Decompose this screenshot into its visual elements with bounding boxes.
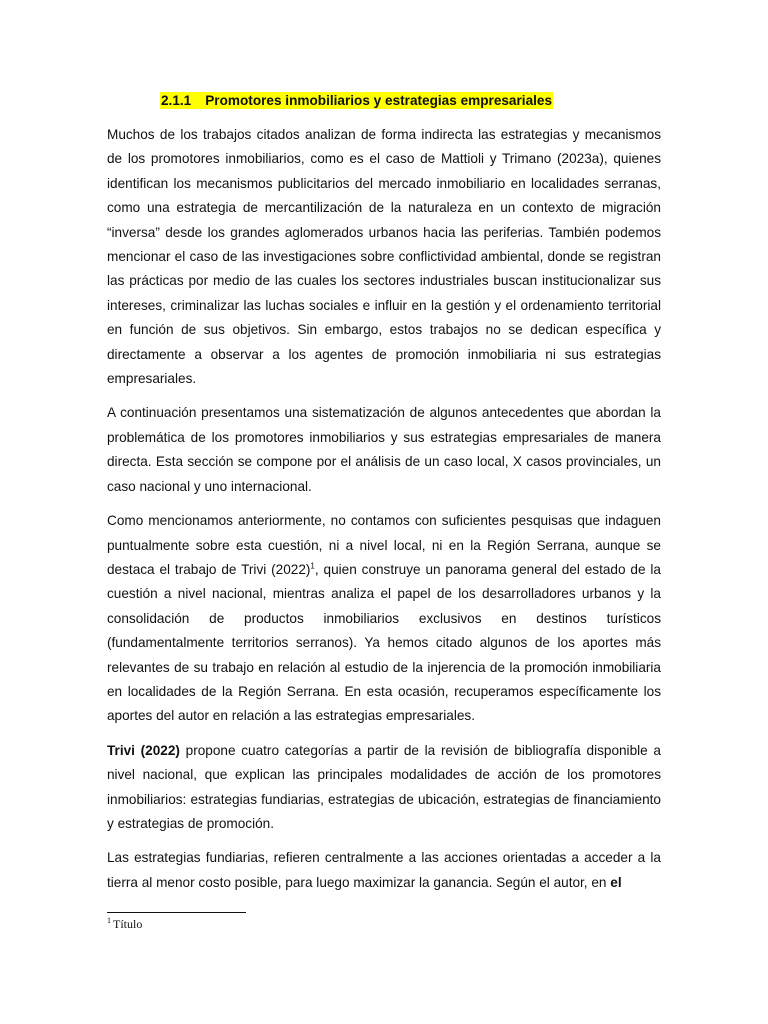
section-heading: [160, 91, 553, 111]
footnote: [107, 916, 142, 932]
section-title: Promotores inmobiliarios y estrategias empresariales: [205, 93, 553, 108]
body-text: [107, 123, 661, 895]
footnote-reference[interactable]: 1: [310, 561, 315, 571]
heading-highlight: [160, 92, 553, 109]
paragraph-5-bold: el: [610, 874, 622, 890]
paragraph-5-text: Las estrategias fundiarias, refieren centralmente a las acciones orientadas a acceder a la tierra al menor costo posible, para luego maximizar la ganancia. Según el autor, en: [107, 850, 661, 890]
paragraph-3-text-start: Como mencionamos anteriormente, no contamos con suficientes pesquisas que indaguen puntualmente sobre esta cuestión, ni a nivel local, ni en la Región Serrana, aunque se destaca el trabajo de Trivi (2022): [107, 513, 661, 577]
footnote-text: Título: [113, 917, 143, 931]
section-number: 2.1.1: [161, 93, 192, 108]
paragraph-5: [107, 846, 661, 895]
paragraph-4-text: propone cuatro categorías a partir de la revisión de bibliografía disponible a nivel nacional, que explican las principales modalidades de acción de los promotores inmobiliarios: estrategias fundiarias, estrategias de ubicación, estrategias de financiamiento y estrategias de promoción.: [107, 742, 661, 831]
citation-bold: Trivi (2022): [107, 742, 180, 758]
paragraph-3-text-end: , quien construye un panorama general del estado de la cuestión a nivel nacional, mientras analiza el papel de los desarrolladores urbanos y la consolidación de productos inmobiliarios exclusivos en destinos turísticos (fundamentalmente territorios serranos). Ya hemos citado algunos de los aportes más relevantes de su trabajo en relación al estudio de la injerencia de la promoción inmobiliaria en localidades de la Región Serrana. En esta ocasión, recuperamos específicamente los aportes del autor en relación a las estrategias empresariales.: [107, 561, 661, 724]
paragraph-2: A continuación presentamos una sistematización de algunos antecedentes que abordan la problemática de los promotores inmobiliarios y sus estrategias empresariales de manera directa. Esta sección se compone por el análisis de un caso local, X casos provinciales, un caso nacional y uno internacional.: [107, 405, 661, 494]
footnote-number: 1: [107, 916, 111, 925]
paragraph-3: [107, 509, 661, 729]
paragraph-4: [107, 739, 661, 837]
paragraph-1: Muchos de los trabajos citados analizan de forma indirecta las estrategias y mecanismos de los promotores inmobiliarios, como es el caso de Mattioli y Trimano (2023a), quienes identifican los mecanismos publicitarios del mercado inmobiliario en localidades serranas, como una estrategia de mercantilización de la naturaleza en un contexto de migración “inversa” desde los grandes aglomerados urbanos hacia las periferias. También podemos mencionar el caso de las investigaciones sobre conflictividad ambiental, donde se registran las prácticas por medio de las cuales los sectores industriales buscan institucionalizar sus intereses, criminalizar las luchas sociales e influir en la gestión y el ordenamiento territorial en función de sus objetivos. Sin embargo, estos trabajos no se dedican específica y directamente a observar a los agentes de promoción inmobiliaria ni sus estrategias empresariales.: [107, 127, 661, 387]
footnote-separator: [107, 912, 246, 913]
